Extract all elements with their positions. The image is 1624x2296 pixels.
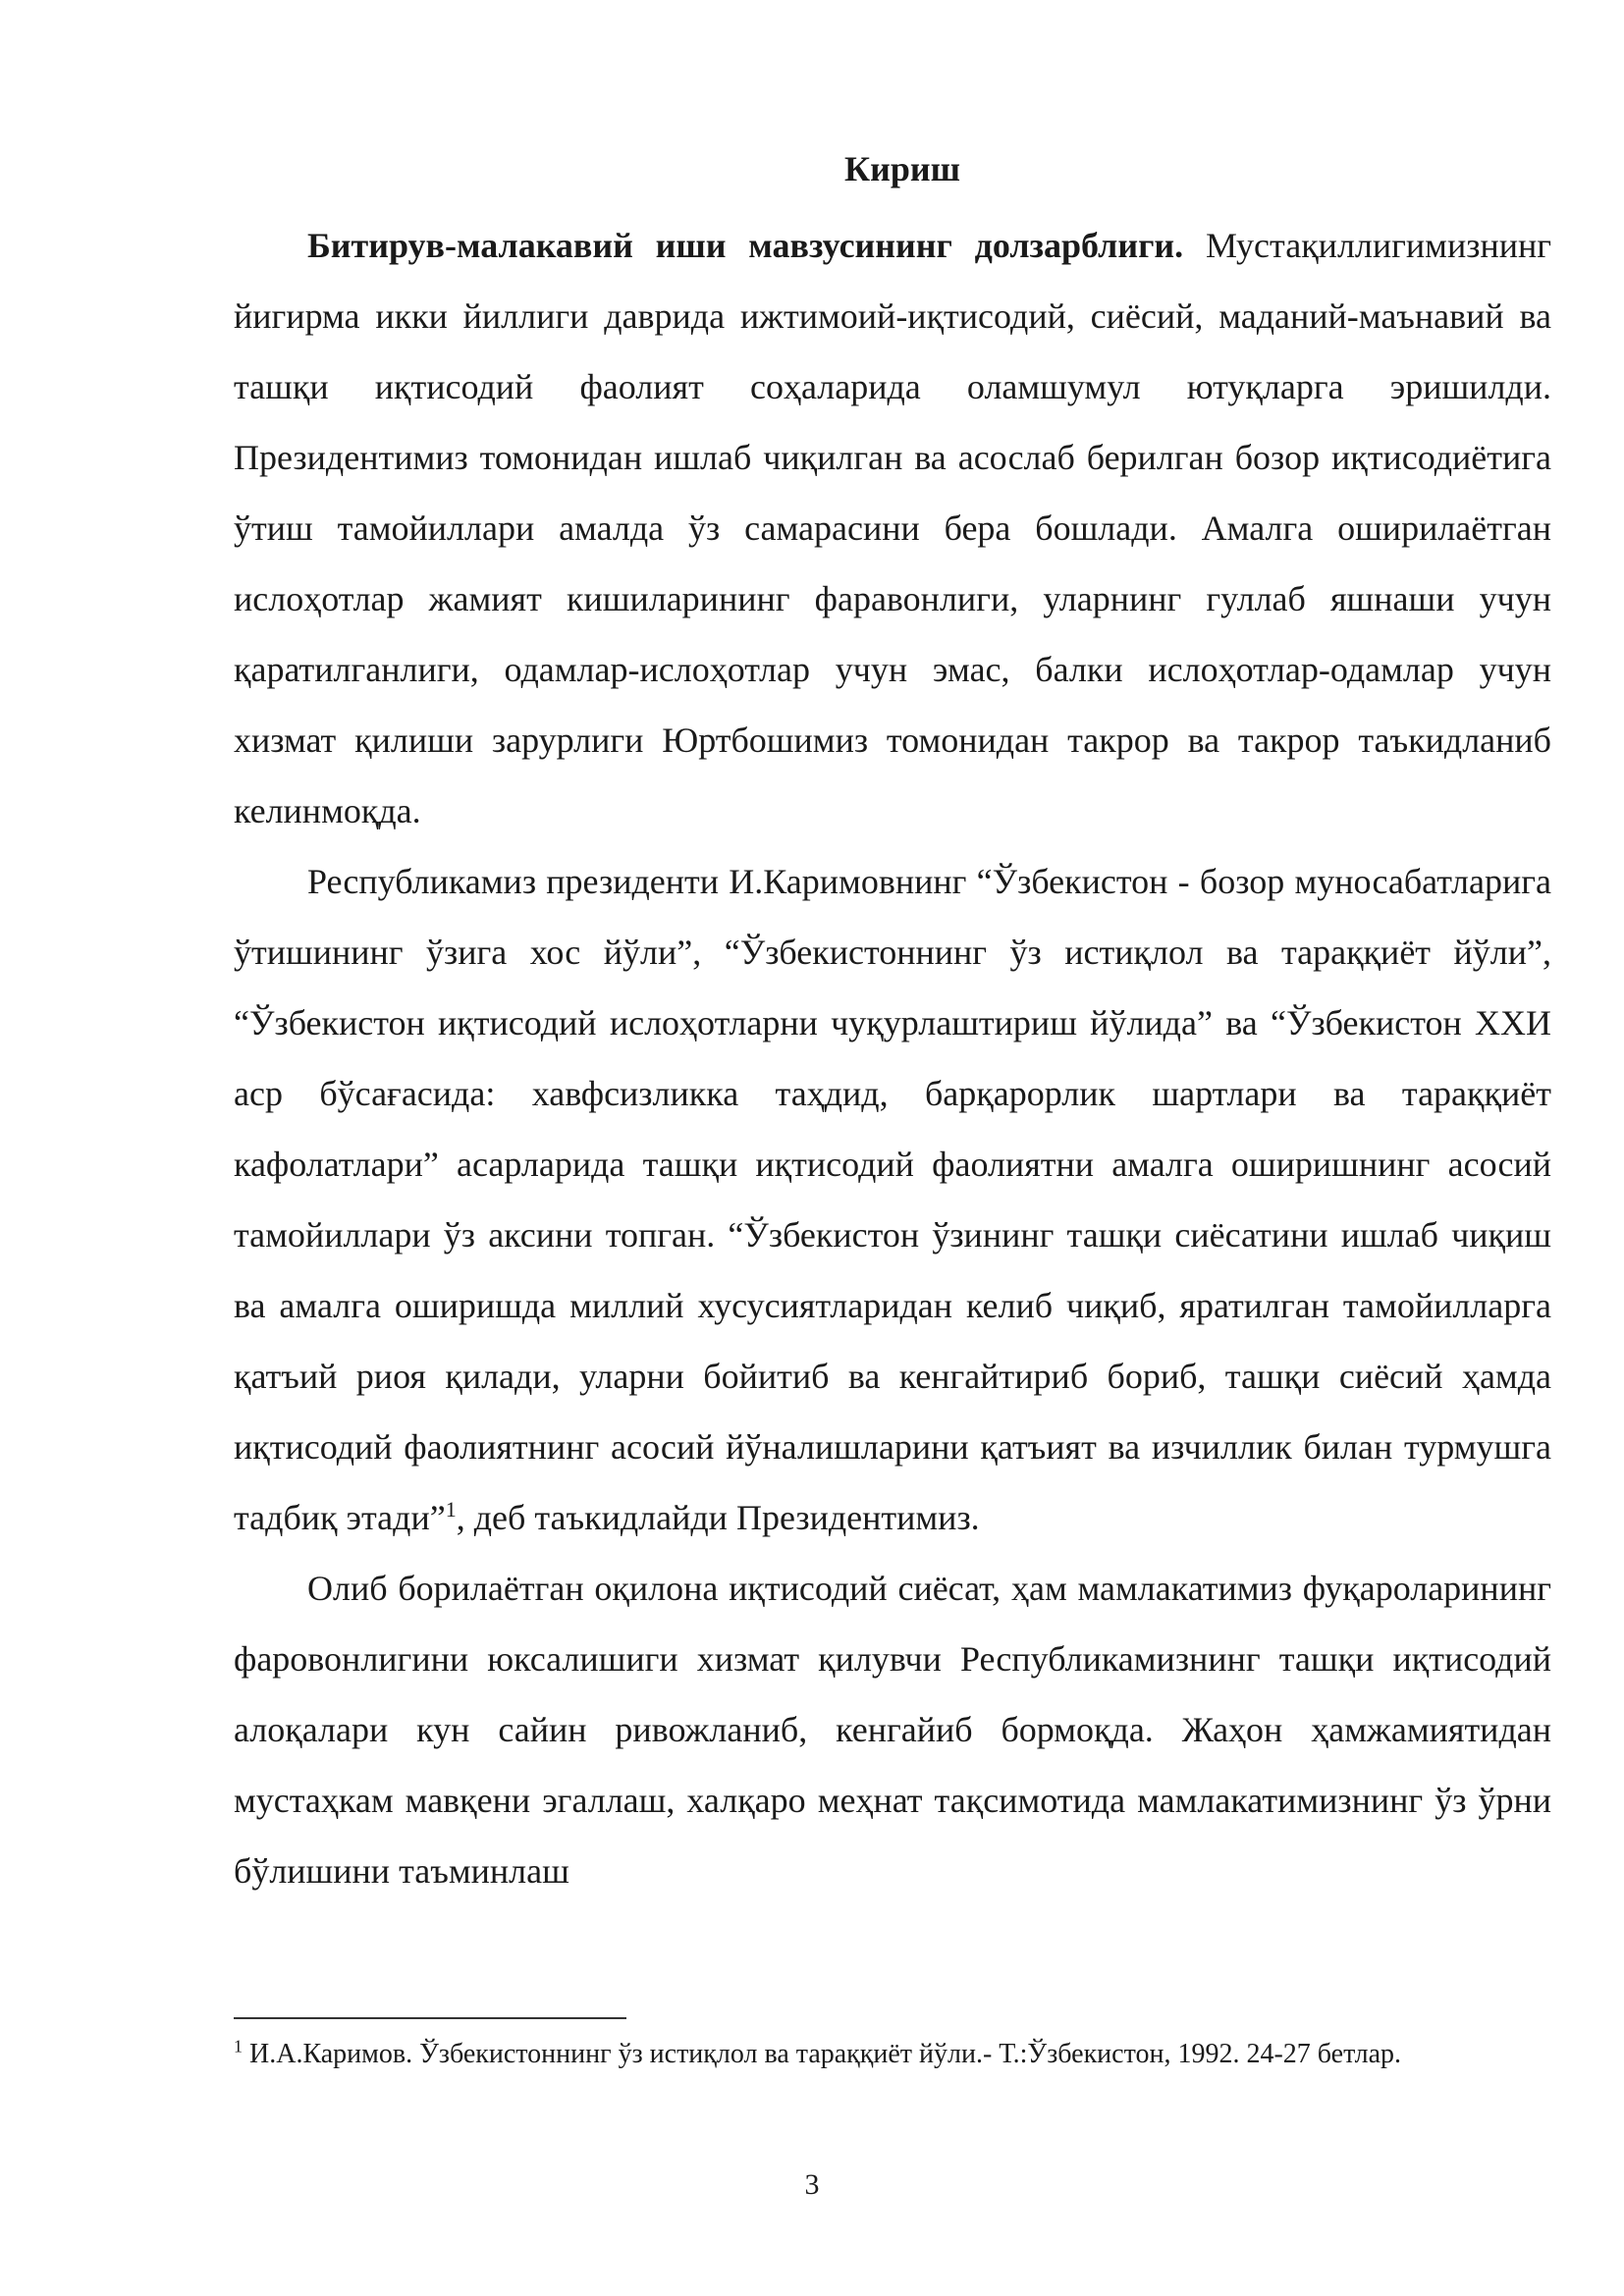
paragraph-tail: , деб таъкидлайди Президентимиз. xyxy=(456,1498,980,1537)
page-number: 3 xyxy=(804,2168,820,2201)
footnote-separator xyxy=(234,2017,626,2019)
paragraph-text: Олиб борилаётган оқилона иқтисодий сиёсат, ҳам мамлакатимиз фуқароларининг фаровонлигини юксалишиги хизмат қилувчи Республикамизнинг ташқи иқтисодий алоқалари кун сайин ривожланиб, кенгайиб бормоқда. Жаҳон ҳамжамиятидан мустаҳкам мавқени эгаллаш, халқаро меҳнат тақсимотида мамлакатимизнинг ўз ўрни бўлишини таъминлаш xyxy=(234,1569,1551,1891)
footnote-text: И.А.Каримов. Ўзбекистоннинг ўз истиқлол ва тараққиёт йўли.- Т.:Ўзбекистон, 1992. 24-27 бетлар. xyxy=(243,2039,1402,2069)
document-body xyxy=(234,147,1551,1906)
paragraph-president-works xyxy=(234,846,1551,1553)
paragraph-relevance xyxy=(234,210,1551,846)
paragraph-economic-policy xyxy=(234,1553,1551,1906)
paragraph-text: Мустақиллигимизнинг йигирма икки йиллиги даврида ижтимоий-иқтисодий, сиёсий, маданий-маънавий ва ташқи иқтисодий фаолият соҳаларида оламшумул ютуқларга эришилди. Президентимиз томонидан ишлаб чиқилган ва асослаб берилган бозор иқтисодиётига ўтиш тамойиллари амалда ўз самарасини бера бошлади. Амалга оширилаётган ислоҳотлар жамият кишиларининг фаравонлиги, уларнинг гуллаб яшнаши учун қаратилганлиги, одамлар-ислоҳотлар учун эмас, балки ислоҳотлар-одамлар учун хизмат қилиши зарурлиги Юртбошимиз томонидан такрор ва такрор таъкидланиб келинмоқда. xyxy=(234,226,1551,830)
footnote-marker: 1 xyxy=(234,2036,243,2056)
footnote-reference[interactable]: 1 xyxy=(445,1497,457,1522)
footnote xyxy=(234,2037,1551,2072)
paragraph-lead-bold: Битирув-малакавий иши мавзусининг долзарблиги. xyxy=(307,226,1184,265)
section-heading: Кириш xyxy=(843,149,960,188)
paragraph-text: Республикамиз президенти И.Каримовнинг “Ўзбекистон - бозор муносабатларига ўтишининг ўзига хос йўли”, “Ўзбекистоннинг ўз истиқлол ва тараққиёт йўли”, “Ўзбекистон иқтисодий ислоҳотларни чуқурлаштириш йўлида” ва “Ўзбекистон ХХИ аср бўсағасида: хавфсизликка таҳдид, барқарорлик шартлари ва тараққиёт кафолатлари” асарларида ташқи иқтисодий фаолиятни амалга оширишнинг асосий тамойиллари ўз аксини топган. “Ўзбекистон ўзининг ташқи сиёсатини ишлаб чиқиш ва амалга оширишда миллий хусусиятларидан келиб чиқиб, яратилган тамойилларга қатъий риоя қилади, уларни бойитиб ва кенгайтириб бориб, ташқи сиёсий ҳамда иқтисодий фаолиятнинг асосий йўналишларини қатъият ва изчиллик билан турмушга тадбиқ этади” xyxy=(234,862,1551,1537)
